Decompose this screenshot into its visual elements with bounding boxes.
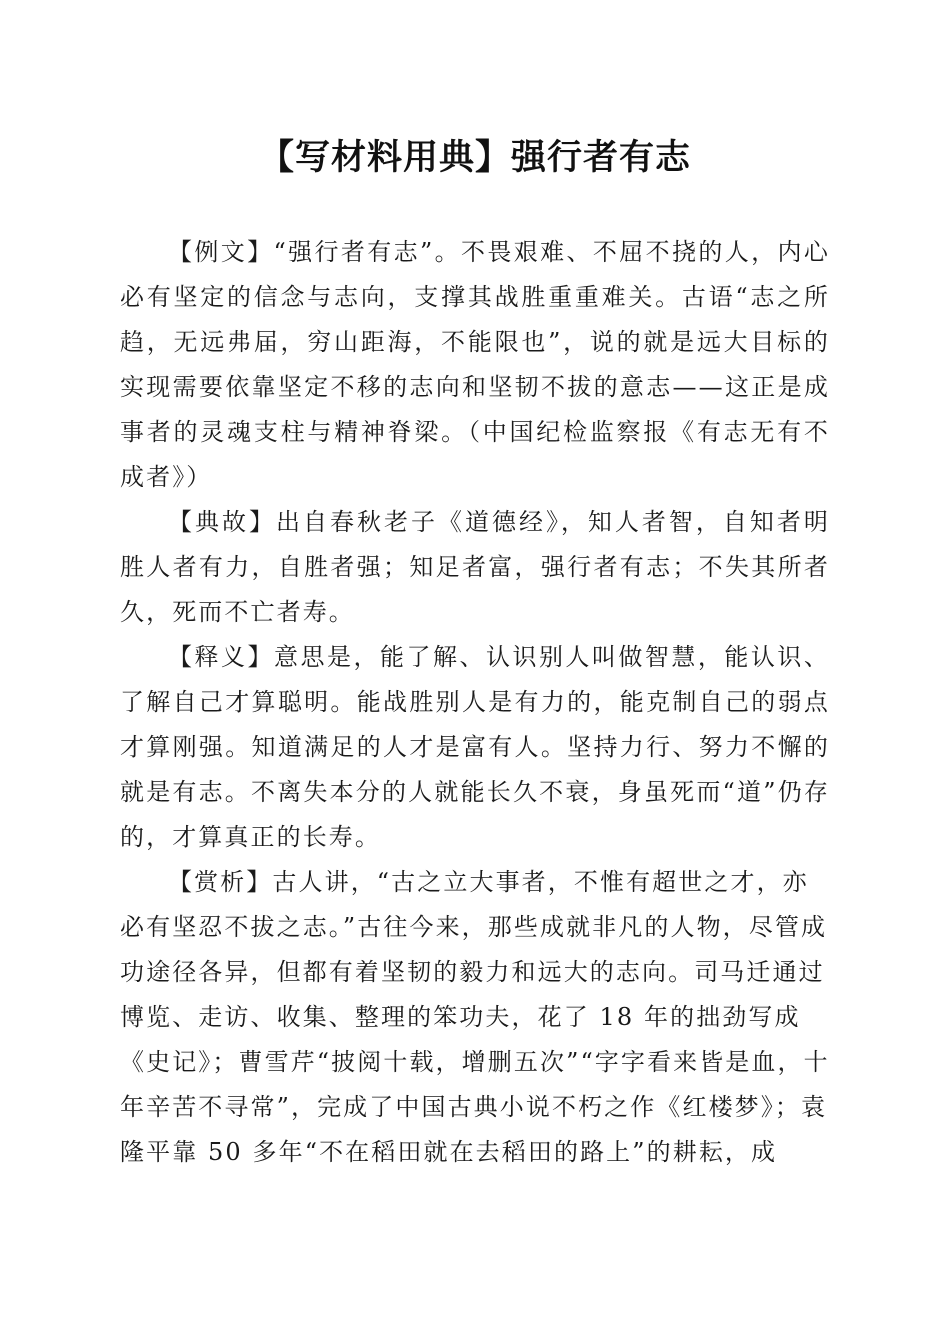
paragraph-appreciation: 【赏析】古人讲，“古之立大事者，不惟有超世之才，亦必有坚忍不拔之志。”古往今来，那些成就非凡的人物，尽管成功途径各异，但都有着坚韧的毅力和远大的志向。司马迁通过博览、走访、收集、整理的笨功夫，花了 18 年的拙劲写成《史记》；曹雪芹“披阅十载，增删五次”“字字看来皆是血，十年辛苦不寻常”，完成了中国古典小说不朽之作《红楼梦》；袁隆平靠 50 多年“不在稻田就在去稻田的路上”的耕耘，成 (120, 868, 830, 1166)
paragraph-example: 【例文】“强行者有志”。不畏艰难、不屈不挠的人，内心必有坚定的信念与志向，支撑其战胜重重难关。古语“志之所趋，无远弗届，穷山距海，不能限也”，说的就是远大目标的实现需要依靠坚定不移的志向和坚韧不拔的意志——这正是成事者的灵魂支柱与精神脊梁。（中国纪检监察报《有志无有不成者》） (120, 238, 830, 491)
document-title: 【写材料用典】强行者有志 (258, 138, 691, 178)
paragraph-allusion: 【典故】出自春秋老子《道德经》，知人者智，自知者明胜人者有力，自胜者强；知足者富，强行者有志；不失其所者久，死而不亡者寿。 (120, 508, 830, 626)
document-body (120, 230, 830, 1175)
paragraph-interpretation: 【释义】意思是，能了解、认识别人叫做智慧，能认识、了解自己才算聪明。能战胜别人是有力的，能克制自己的弱点才算刚强。知道满足的人才是富有人。坚持力行、努力不懈的就是有志。不离失本分的人就能长久不衰，身虽死而“道”仍存的，才算真正的长寿。 (120, 643, 830, 851)
